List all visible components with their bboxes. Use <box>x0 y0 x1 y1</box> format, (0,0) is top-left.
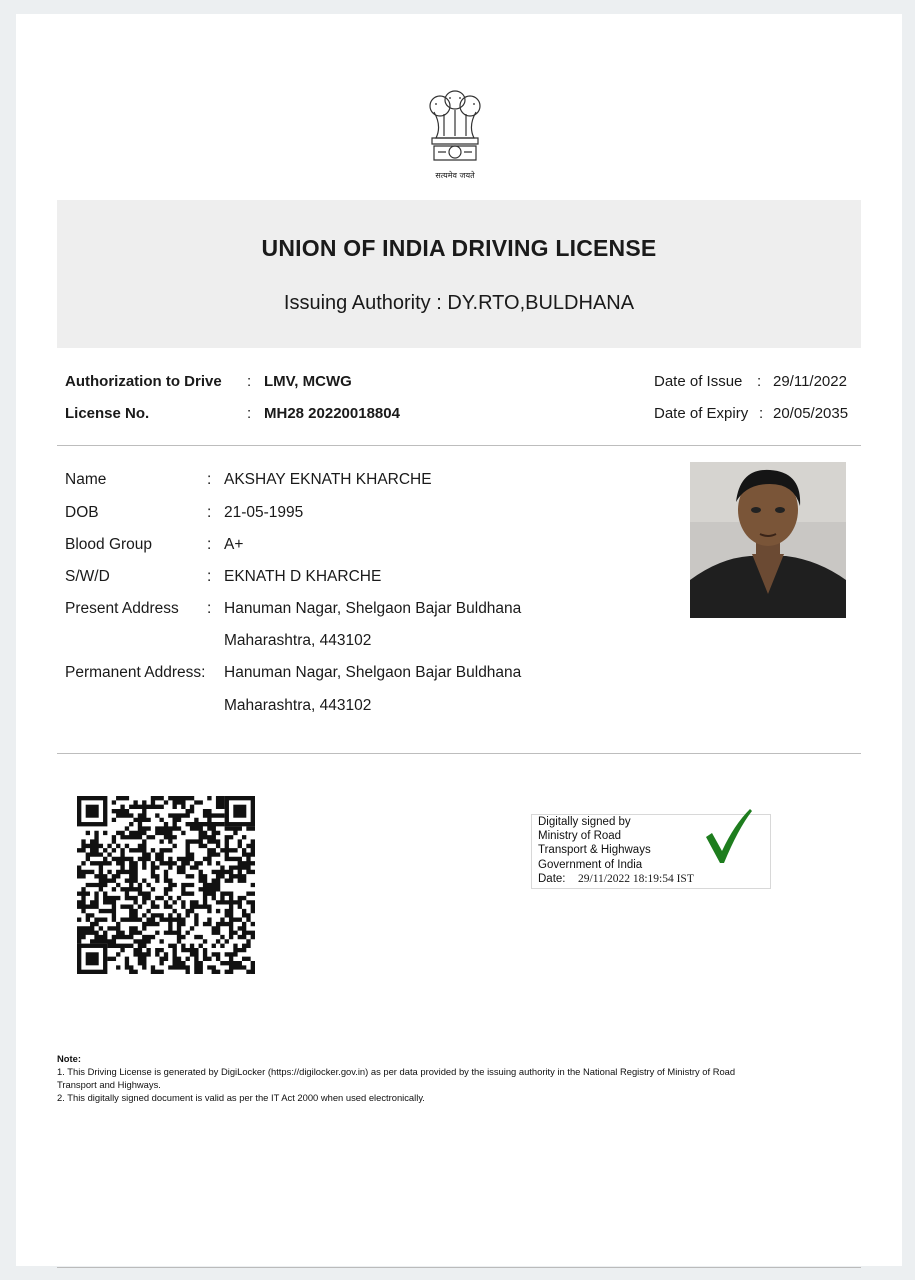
present-address-label: Present Address <box>65 600 179 617</box>
national-emblem-icon <box>420 86 490 182</box>
note-item-1: 1. This Driving License is generated by DigiLocker (https://digilocker.gov.in) as per data provided by the issuing authority in the National Registry of Ministry of Road <box>57 1066 736 1077</box>
dob-colon: : <box>207 504 212 521</box>
license-no-colon: : <box>247 405 252 422</box>
auth-label: Authorization to Drive <box>65 373 222 390</box>
license-no-label: License No. <box>65 405 150 422</box>
sig-date-label: Date: <box>538 873 566 885</box>
name-value: AKSHAY EKNATH KHARCHE <box>224 471 432 488</box>
permanent-address-label: Permanent Address: <box>65 664 206 681</box>
note-item-1-cont: Transport and Highways. <box>57 1079 161 1090</box>
blood-group-label: Blood Group <box>65 536 153 553</box>
note-item-2: 2. This digitally signed document is valid as per the IT Act 2000 when used electronically. <box>57 1092 425 1103</box>
dob-label: DOB <box>65 504 99 521</box>
blood-group-colon: : <box>207 536 212 553</box>
bottom-rule <box>57 1267 861 1268</box>
name-label: Name <box>65 471 107 488</box>
permanent-address-line1: Hanuman Nagar, Shelgaon Bajar Buldhana <box>224 664 522 681</box>
expiry-label: Date of Expiry <box>654 405 749 422</box>
sig-line-4: Government of India <box>538 859 643 871</box>
present-address-line2: Maharashtra, 443102 <box>224 632 372 649</box>
name-colon: : <box>207 471 212 488</box>
qr-code <box>77 796 255 974</box>
verified-check-icon <box>704 807 756 867</box>
issue-label: Date of Issue <box>654 373 743 390</box>
swd-colon: : <box>207 568 212 585</box>
issue-colon: : <box>757 373 762 390</box>
auth-colon: : <box>247 373 252 390</box>
holder-photo <box>690 462 846 618</box>
sig-line-2: Ministry of Road <box>538 830 622 842</box>
sig-line-3: Transport & Highways <box>538 844 651 856</box>
expiry-colon: : <box>759 405 764 422</box>
sig-line-1: Digitally signed by <box>538 816 631 828</box>
swd-label: S/W/D <box>65 568 110 585</box>
issuing-authority: Issuing Authority : DY.RTO,BULDHANA <box>283 292 635 314</box>
present-address-colon: : <box>207 600 212 617</box>
auth-value: LMV, MCWG <box>264 373 352 390</box>
emblem-motto: सत्यमेव जयते <box>435 171 475 180</box>
permanent-address-line2: Maharashtra, 443102 <box>224 697 372 714</box>
swd-value: EKNATH D KHARCHE <box>224 568 382 585</box>
header-band <box>57 200 861 348</box>
note-heading: Note: <box>57 1053 81 1064</box>
divider <box>57 753 861 754</box>
divider <box>57 445 861 446</box>
expiry-value: 20/05/2035 <box>773 405 849 422</box>
digital-signature-box <box>531 814 771 889</box>
license-no-value: MH28 20220018804 <box>264 405 400 422</box>
sig-date-value: 29/11/2022 18:19:54 IST <box>578 873 694 885</box>
issue-value: 29/11/2022 <box>773 373 847 390</box>
document-title: UNION OF INDIA DRIVING LICENSE <box>261 235 657 261</box>
present-address-line1: Hanuman Nagar, Shelgaon Bajar Buldhana <box>224 600 522 617</box>
dob-value: 21-05-1995 <box>224 504 304 521</box>
blood-group-value: A+ <box>224 536 244 553</box>
